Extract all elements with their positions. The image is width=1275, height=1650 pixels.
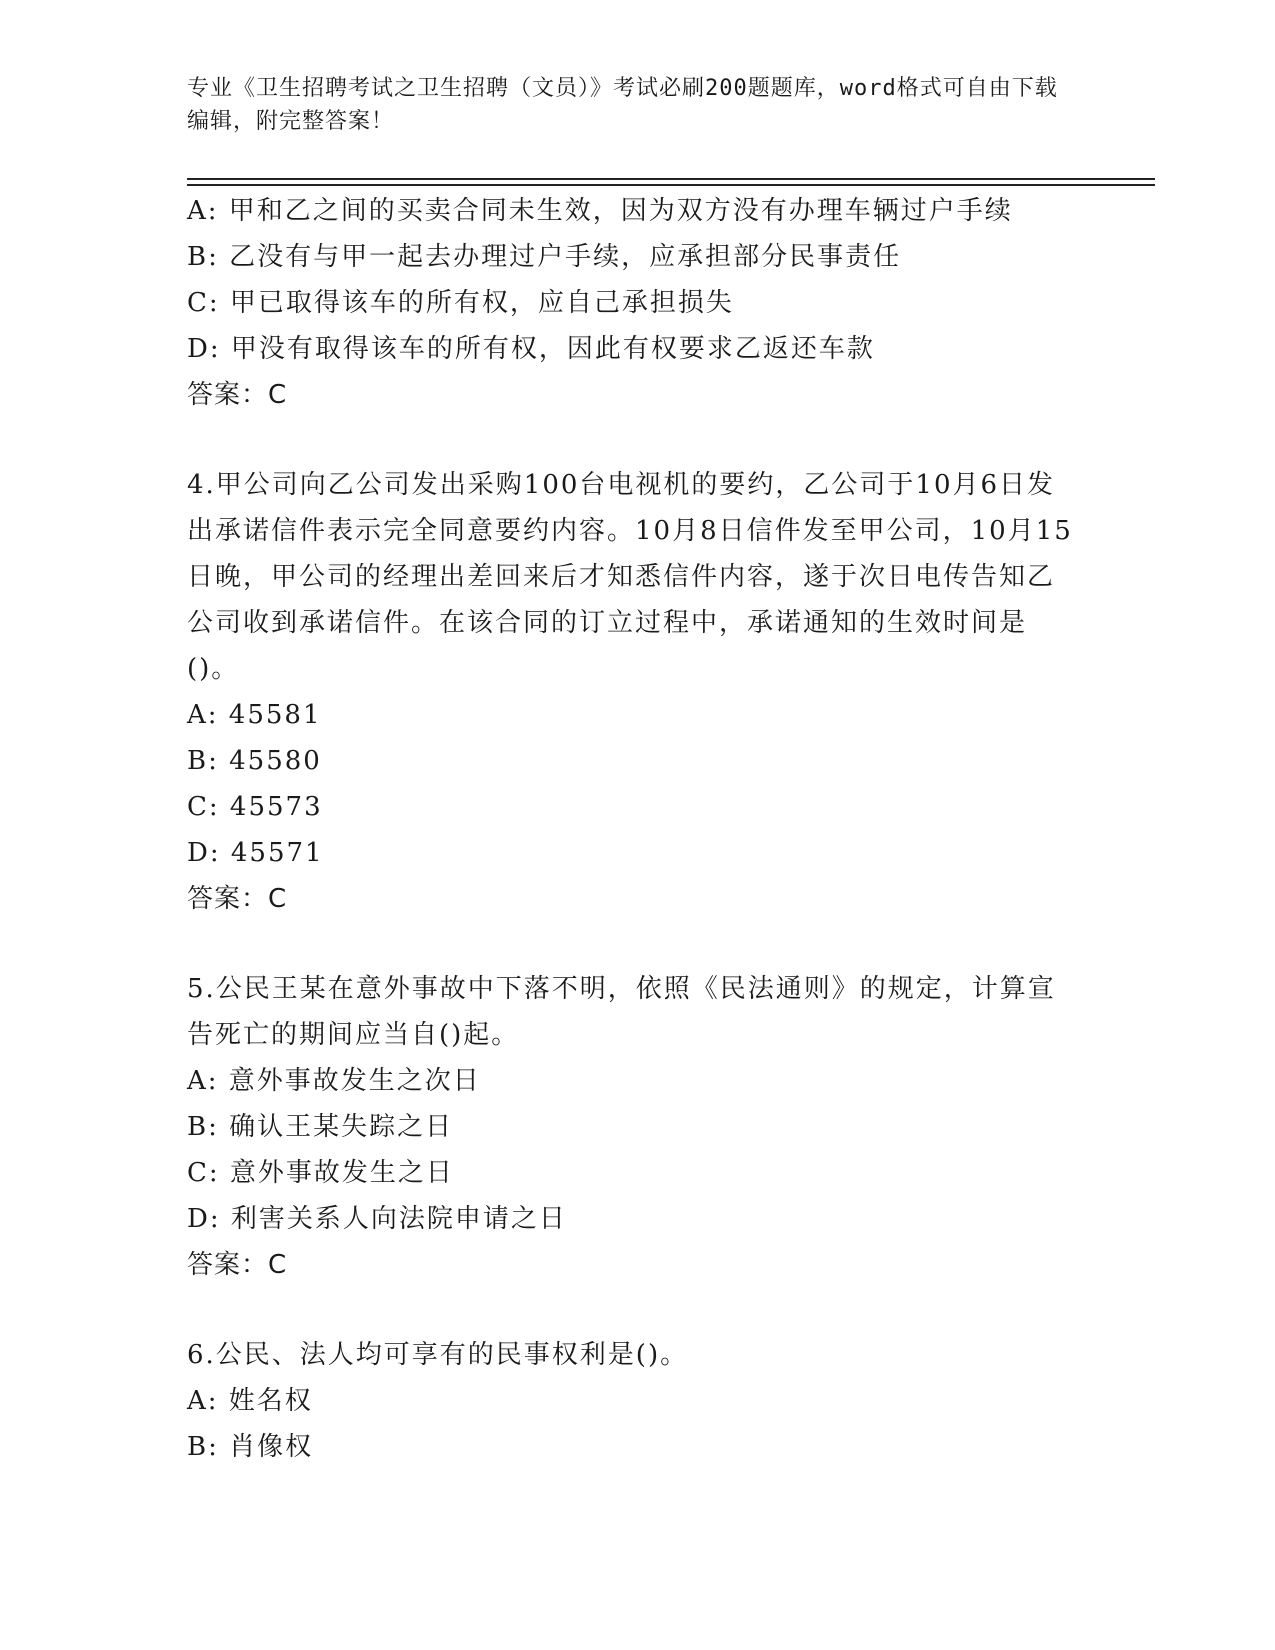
question-3 <box>187 188 1087 418</box>
header-rule-bottom <box>187 184 1155 186</box>
option-c: C: 45573 <box>187 792 323 822</box>
option-a: A: 意外事故发生之次日 <box>187 1066 481 1096</box>
option-d: D: 甲没有取得该车的所有权，因此有权要求乙返还车款 <box>187 334 875 364</box>
spacer <box>187 1288 1087 1332</box>
option-c: C: 意外事故发生之日 <box>187 1158 454 1188</box>
document-header-title: 专业《卫生招聘考试之卫生招聘（文员）》考试必刷200题题库，word格式可自由下载编辑，附完整答案！ <box>187 76 1058 134</box>
questions-content <box>187 188 1087 1470</box>
question-text: 5.公民王某在意外事故中下落不明，依照《民法通则》的规定，计算宣告死亡的期间应当自()起。 <box>187 974 1056 1050</box>
option-a: A: 甲和乙之间的买卖合同未生效，因为双方没有办理车辆过户手续 <box>187 196 1013 226</box>
spacer <box>187 922 1087 966</box>
answer: 答案：C <box>187 380 288 410</box>
option-d: D: 利害关系人向法院申请之日 <box>187 1204 567 1234</box>
option-a: A: 姓名权 <box>187 1386 313 1416</box>
question-4 <box>187 462 1087 922</box>
option-b: B: 45580 <box>187 746 322 776</box>
spacer <box>187 418 1087 462</box>
question-text: 6.公民、法人均可享有的民事权利是()。 <box>187 1340 689 1370</box>
question-5 <box>187 966 1087 1288</box>
option-b: B: 确认王某失踪之日 <box>187 1112 454 1142</box>
header-rule-top <box>187 178 1155 180</box>
answer: 答案：C <box>187 1250 288 1280</box>
option-d: D: 45571 <box>187 838 324 868</box>
question-text: 4.甲公司向乙公司发出采购100台电视机的要约，乙公司于10月6日发出承诺信件表示完全同意要约内容。10月8日信件发至甲公司，10月15日晚，甲公司的经理出差回来后才知悉信件内容，遂于次日电传告知乙公司收到承诺信件。在该合同的订立过程中，承诺通知的生效时间是()。 <box>187 470 1073 684</box>
option-b: B: 肖像权 <box>187 1432 314 1462</box>
option-a: A: 45581 <box>187 700 322 730</box>
option-c: C: 甲已取得该车的所有权，应自己承担损失 <box>187 288 734 318</box>
question-6 <box>187 1332 1087 1470</box>
option-b: B: 乙没有与甲一起去办理过户手续，应承担部分民事责任 <box>187 242 902 272</box>
answer: 答案：C <box>187 884 288 914</box>
